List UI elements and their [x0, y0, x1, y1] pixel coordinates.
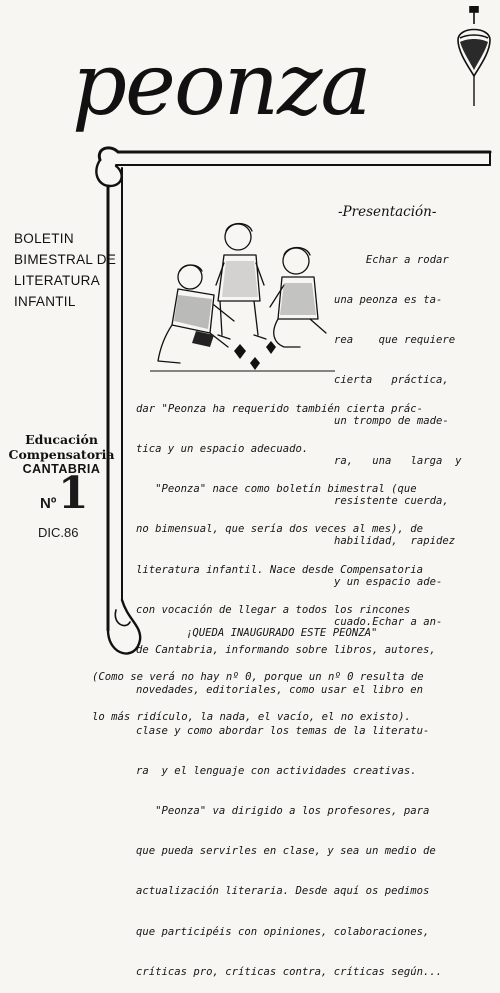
children-playing-illustration [150, 215, 335, 375]
text-line: novedades, editoriales, como usar el libro en [136, 684, 424, 697]
text-line: rea que requiere [334, 334, 456, 347]
text-line: literatura infantil. Nace desde Compensatoria [136, 563, 424, 576]
text-line: de Cantabria, informando sobre libros, autores, [136, 644, 436, 657]
section-heading: -Presentación- [338, 204, 437, 220]
text-line: ra, una larga y [334, 454, 462, 467]
text-line: que pueda servirles en clase, y sea un medio de [136, 845, 436, 858]
text-line: "Peonza" va dirigido a los profesores, para [136, 805, 430, 817]
text-line: actualización literaria. Desde aquí os pedimos [136, 885, 430, 898]
side-title-line: BOLETIN [14, 231, 74, 246]
text-line: cierta práctica, [334, 374, 449, 387]
side-title-line: LITERATURA [14, 273, 101, 288]
issue-number: 1 [58, 468, 89, 519]
bulletin-description [14, 228, 124, 312]
text-line: y un espacio ade- [334, 575, 443, 588]
text-line: tica y un espacio adecuado. [136, 443, 309, 456]
text-line: con vocación de llegar a todos los rincones [136, 603, 411, 616]
footnote [92, 644, 424, 738]
text-line: habilidad, rapidez [334, 535, 456, 548]
text-line: dar "Peonza ha requerido también cierta prác- [136, 402, 424, 415]
publisher-line: Compensatoria [8, 447, 115, 462]
text-line: cuado.Echar a an- [334, 615, 443, 628]
text-line: críticas pro, críticas contra, críticas según... [136, 965, 443, 978]
closing-statement: ¡QUEDA INAUGURADO ESTE PEONZA" [186, 627, 378, 639]
text-line: (Como se verá no hay nº 0, porque un nº 0 resulta de [92, 670, 424, 683]
text-line: una peonza es ta- [334, 294, 443, 307]
masthead-title: peonza [72, 35, 370, 135]
spinning-top-icon [452, 6, 496, 112]
text-line: clase y como abordar los temas de la literatu- [136, 724, 430, 737]
text-line: no bimensual, que sería dos veces al mes), de [136, 523, 424, 536]
text-line: que participéis con opiniones, colaboraciones, [136, 925, 430, 938]
side-title-line: BIMESTRAL DE [14, 252, 117, 267]
text-line: resistente cuerda, [334, 495, 449, 508]
issue-date: DIC.86 [38, 525, 79, 540]
region-label: CANTABRIA [22, 462, 101, 476]
text-line: "Peonza" nace como boletín bimestral (que [136, 483, 417, 496]
side-title-line: INFANTIL [14, 294, 76, 309]
text-line: lo más ridículo, la nada, el vacío, el no existo). [92, 711, 411, 724]
text-line: Echar a rodar [334, 253, 449, 266]
text-line: un trompo de made- [334, 414, 449, 427]
issue-number-label: Nº [40, 495, 57, 512]
text-line: ra y el lenguaje con actividades creativas. [136, 764, 417, 777]
publisher-line: Educación [25, 432, 98, 447]
